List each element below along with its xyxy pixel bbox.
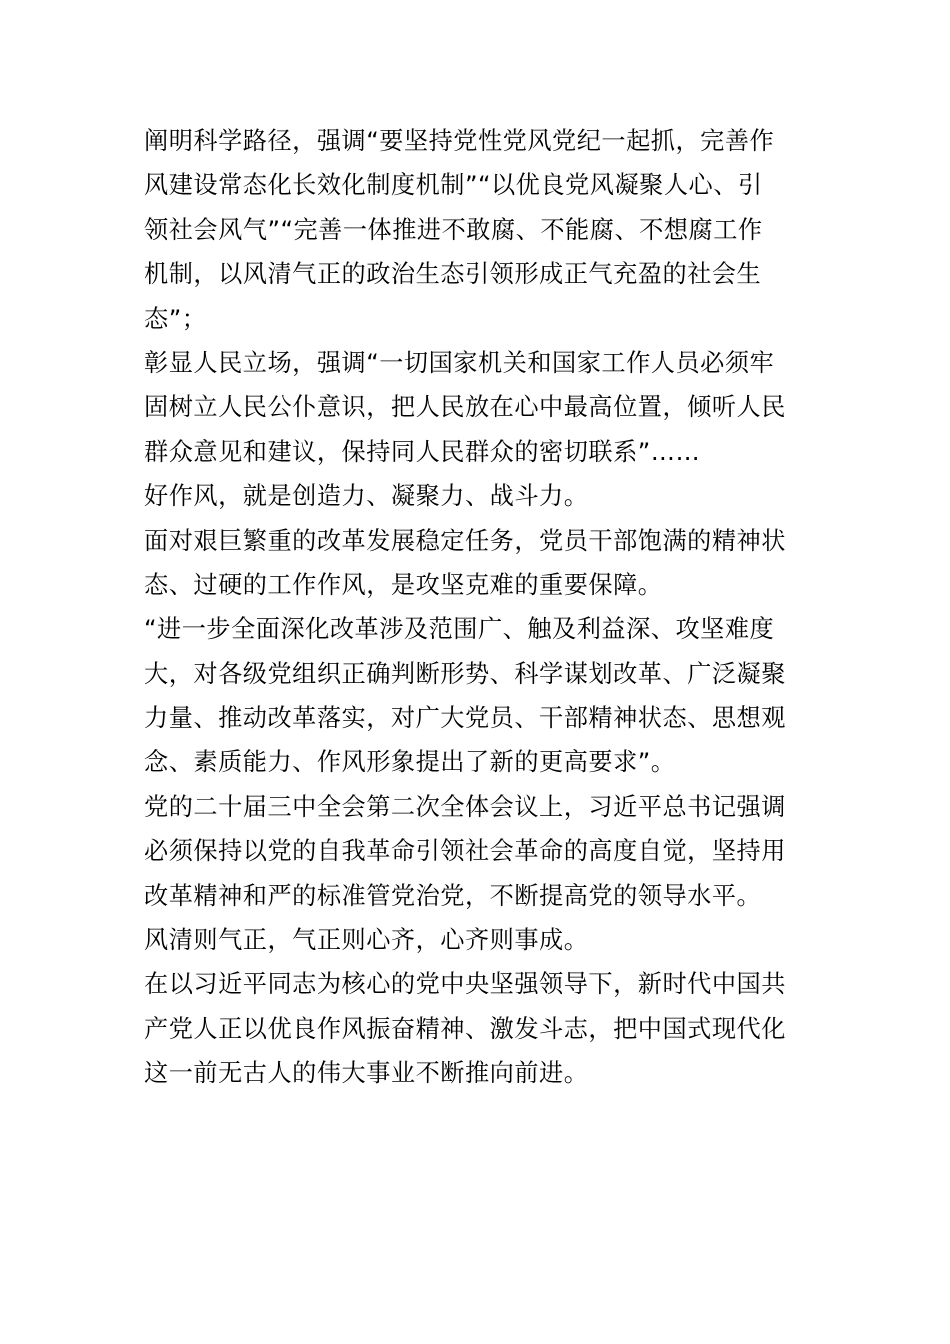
text-line: 态、过硬的工作作风，是攻坚克难的重要保障。: [144, 570, 663, 599]
text-line: “进一步全面深化改革涉及范围广、触及利益深、攻坚难度: [144, 615, 775, 644]
text-line: 产党人正以优良作风振奋精神、激发斗志，把中国式现代化: [144, 1014, 786, 1043]
text-line: 念、素质能力、作风形象提出了新的更高要求”。: [144, 748, 676, 777]
text-line: 阐明科学路径，强调“要坚持党性党风党纪一起抓，完善作: [144, 127, 775, 155]
paragraph-reform-tasks: [144, 519, 816, 608]
text-line: 机制，以风清气正的政治生态引领形成正气充盈的社会生: [144, 260, 762, 289]
text-line: 风清则气正，气正则心齐，心齐则事成。: [144, 926, 589, 955]
text-line: 风建设常态化长效化制度机制”“以优良党风凝聚人心、引: [144, 171, 763, 200]
paragraph-people-stance: [144, 341, 816, 474]
text-line: 固树立人民公仆意识，把人民放在心中最高位置，倾听人民: [144, 393, 786, 422]
text-line: 改革精神和严的标准管党治党，不断提高党的领导水平。: [144, 881, 762, 910]
text-line: 这一前无古人的伟大事业不断推向前进。: [144, 1059, 589, 1088]
text-line: 党的二十届三中全会第二次全体会议上，习近平总书记强调: [144, 792, 786, 821]
paragraph-deepening-reform-quote: [144, 607, 816, 785]
text-line: 好作风，就是创造力、凝聚力、战斗力。: [144, 482, 589, 511]
document-body: [144, 119, 816, 1096]
text-line: 态”；: [144, 304, 207, 333]
text-line: 面对艰巨繁重的改革发展稳定任务，党员干部饱满的精神状: [144, 526, 786, 555]
paragraph-conclusion: [144, 962, 816, 1095]
paragraph-good-style: [144, 474, 816, 518]
text-line: 大，对各级党组织正确判断形势、科学谋划改革、广泛凝聚: [144, 659, 786, 688]
text-line: 彰显人民立场，强调“一切国家机关和国家工作人员必须牢: [144, 348, 775, 377]
text-line: 必须保持以党的自我革命引领社会革命的高度自觉，坚持用: [144, 837, 786, 866]
text-line: 领社会风气”“完善一体推进不敢腐、不能腐、不想腐工作: [144, 215, 763, 244]
paragraph-scientific-path: [144, 119, 816, 341]
text-line: 在以习近平同志为核心的党中央坚强领导下，新时代中国共: [144, 970, 786, 999]
paragraph-clean-wind: [144, 918, 816, 962]
text-line: 群众意见和建议，保持同人民群众的密切联系”……: [144, 437, 701, 466]
paragraph-plenary-session: [144, 785, 816, 918]
text-line: 力量、推动改革落实，对广大党员、干部精神状态、思想观: [144, 704, 786, 733]
